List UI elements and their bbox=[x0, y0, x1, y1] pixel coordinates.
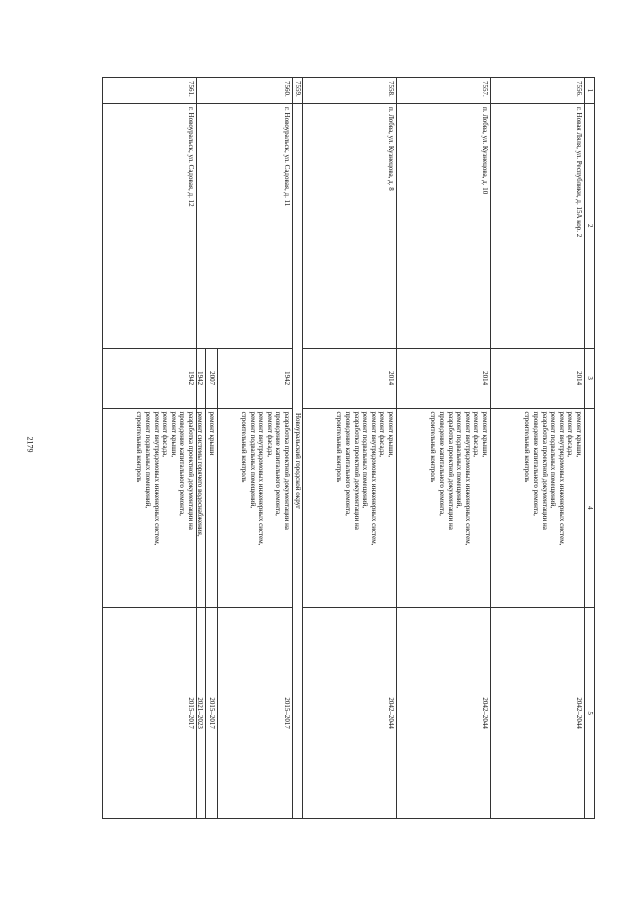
work-line: строительный контроль bbox=[335, 411, 344, 483]
work-line: ремонт крыши, bbox=[387, 411, 395, 458]
work-line: ремонт внутридомовых инженерных систем, bbox=[463, 411, 472, 546]
work-line: ремонт фасада, bbox=[566, 411, 575, 457]
work-line: ремонт внутридомовых инженерных систем, bbox=[369, 411, 378, 546]
row-period: 2015–2017 bbox=[103, 608, 196, 819]
row-year: 2014 bbox=[303, 349, 396, 409]
row-year: 1942 bbox=[196, 371, 204, 386]
header-col-1: 1 bbox=[585, 78, 594, 104]
row-number: 7557. bbox=[397, 78, 490, 104]
row-works-group bbox=[197, 409, 292, 609]
work-line: ремонт фасада, bbox=[265, 411, 274, 458]
work-line: ремонт крыши, bbox=[169, 411, 178, 458]
work-line: ремонт подвальных помещений, bbox=[455, 411, 464, 509]
row-period: 2015–2017 bbox=[217, 608, 292, 818]
work-line: проведение капитального ремонта, bbox=[178, 411, 187, 516]
header-col-3: 3 bbox=[585, 349, 594, 409]
table-row bbox=[397, 77, 491, 819]
work-line: ремонт фасада, bbox=[161, 411, 170, 457]
row-number: 7558. bbox=[303, 78, 396, 104]
work-line: разработка проектной документации на bbox=[446, 411, 455, 530]
row-period: 2015–2017 bbox=[205, 608, 217, 818]
row-address: п. Лобва, ул. Кузнецова, д. 8 bbox=[303, 104, 396, 349]
work-line: проведение капитального ремонта, bbox=[344, 411, 353, 516]
row-works bbox=[491, 409, 584, 609]
row-number: 7560. bbox=[197, 78, 292, 104]
row-year: 2014 bbox=[491, 349, 584, 409]
work-line: строительный контроль bbox=[523, 411, 532, 483]
table-row bbox=[491, 77, 585, 819]
work-line: ремонт внутридомовых инженерных систем, bbox=[557, 411, 566, 546]
row-works bbox=[303, 409, 396, 609]
work-line: ремонт крыши, bbox=[575, 411, 583, 458]
row-period-group bbox=[197, 608, 292, 819]
row-period: 2042–2044 bbox=[303, 608, 396, 819]
table-row bbox=[303, 77, 397, 819]
work-line: разработка проектной документации на bbox=[540, 411, 549, 530]
table-row bbox=[102, 77, 197, 819]
page-number: 2179 bbox=[25, 436, 35, 453]
work-line: разработка проектной документации на bbox=[352, 411, 361, 530]
work-line: ремонт крыши bbox=[208, 411, 216, 456]
header-col-2: 2 bbox=[585, 104, 594, 349]
row-works bbox=[205, 409, 217, 608]
row-year: 1942 bbox=[217, 349, 292, 408]
row-works bbox=[397, 409, 490, 609]
work-line: ремонт фасада, bbox=[378, 411, 387, 457]
work-line: разработка проектной документации на bbox=[187, 411, 195, 530]
table-row bbox=[197, 77, 293, 819]
row-address: п. Лобва, ул. Кузнецова, д. 10 bbox=[397, 104, 490, 349]
work-line: строительный контроль bbox=[429, 411, 438, 483]
work-line: ремонт подвальных помещений, bbox=[549, 411, 558, 509]
row-works bbox=[103, 409, 196, 609]
row-address: г. Новоуральск, ул. Садовая, д. 11 bbox=[197, 104, 292, 349]
row-number: 7561. bbox=[103, 78, 196, 104]
work-line: ремонт системы горячего водоснабжения, bbox=[196, 411, 204, 537]
work-line: ремонт внутридомовых инженерных систем, bbox=[257, 411, 266, 546]
header-col-5: 5 bbox=[585, 608, 594, 819]
work-line: ремонт крыши, bbox=[481, 411, 489, 458]
row-address: г. Новоуральск, ул. Садовая, д. 12 bbox=[103, 104, 196, 349]
work-line: ремонт подвальных помещений, bbox=[361, 411, 370, 509]
work-line: строительный контроль bbox=[240, 411, 249, 483]
row-period: 2042–2044 bbox=[397, 608, 490, 819]
section-row bbox=[293, 77, 303, 819]
work-line: проведение капитального ремонта, bbox=[438, 411, 447, 516]
row-period: 2042–2044 bbox=[491, 608, 584, 819]
rotated-table-wrapper bbox=[85, 77, 595, 819]
row-period: 2021–2023 bbox=[196, 697, 204, 729]
header-col-4: 4 bbox=[585, 409, 594, 609]
row-address: г. Новая Ляля, ул. Республики, д. 15А кор. 2 bbox=[491, 104, 584, 349]
section-title: Новоуральский городской округ bbox=[293, 104, 302, 819]
row-year: 1942 bbox=[103, 349, 196, 409]
capital-repair-table bbox=[85, 77, 595, 819]
row-year-group bbox=[197, 349, 292, 409]
work-line: ремонт фасада, bbox=[472, 411, 481, 457]
row-year: 2014 bbox=[397, 349, 490, 409]
header-row bbox=[585, 77, 595, 819]
row-year: 2007 bbox=[205, 349, 217, 408]
work-line: ремонт подвальных помещений, bbox=[144, 411, 153, 509]
work-line: ремонт подвальных помещений, bbox=[248, 411, 257, 509]
row-number: 7556. bbox=[491, 78, 584, 104]
row-works bbox=[217, 409, 292, 608]
work-line: проведение капитального ремонта, bbox=[532, 411, 541, 516]
work-line: разработка проектной документации на bbox=[283, 411, 291, 530]
work-line: проведение капитального ремонта, bbox=[274, 411, 283, 516]
section-number: 7559. bbox=[293, 78, 302, 104]
work-line: строительный контроль bbox=[135, 411, 144, 483]
work-line: ремонт внутридомовых инженерных систем, bbox=[152, 411, 161, 546]
